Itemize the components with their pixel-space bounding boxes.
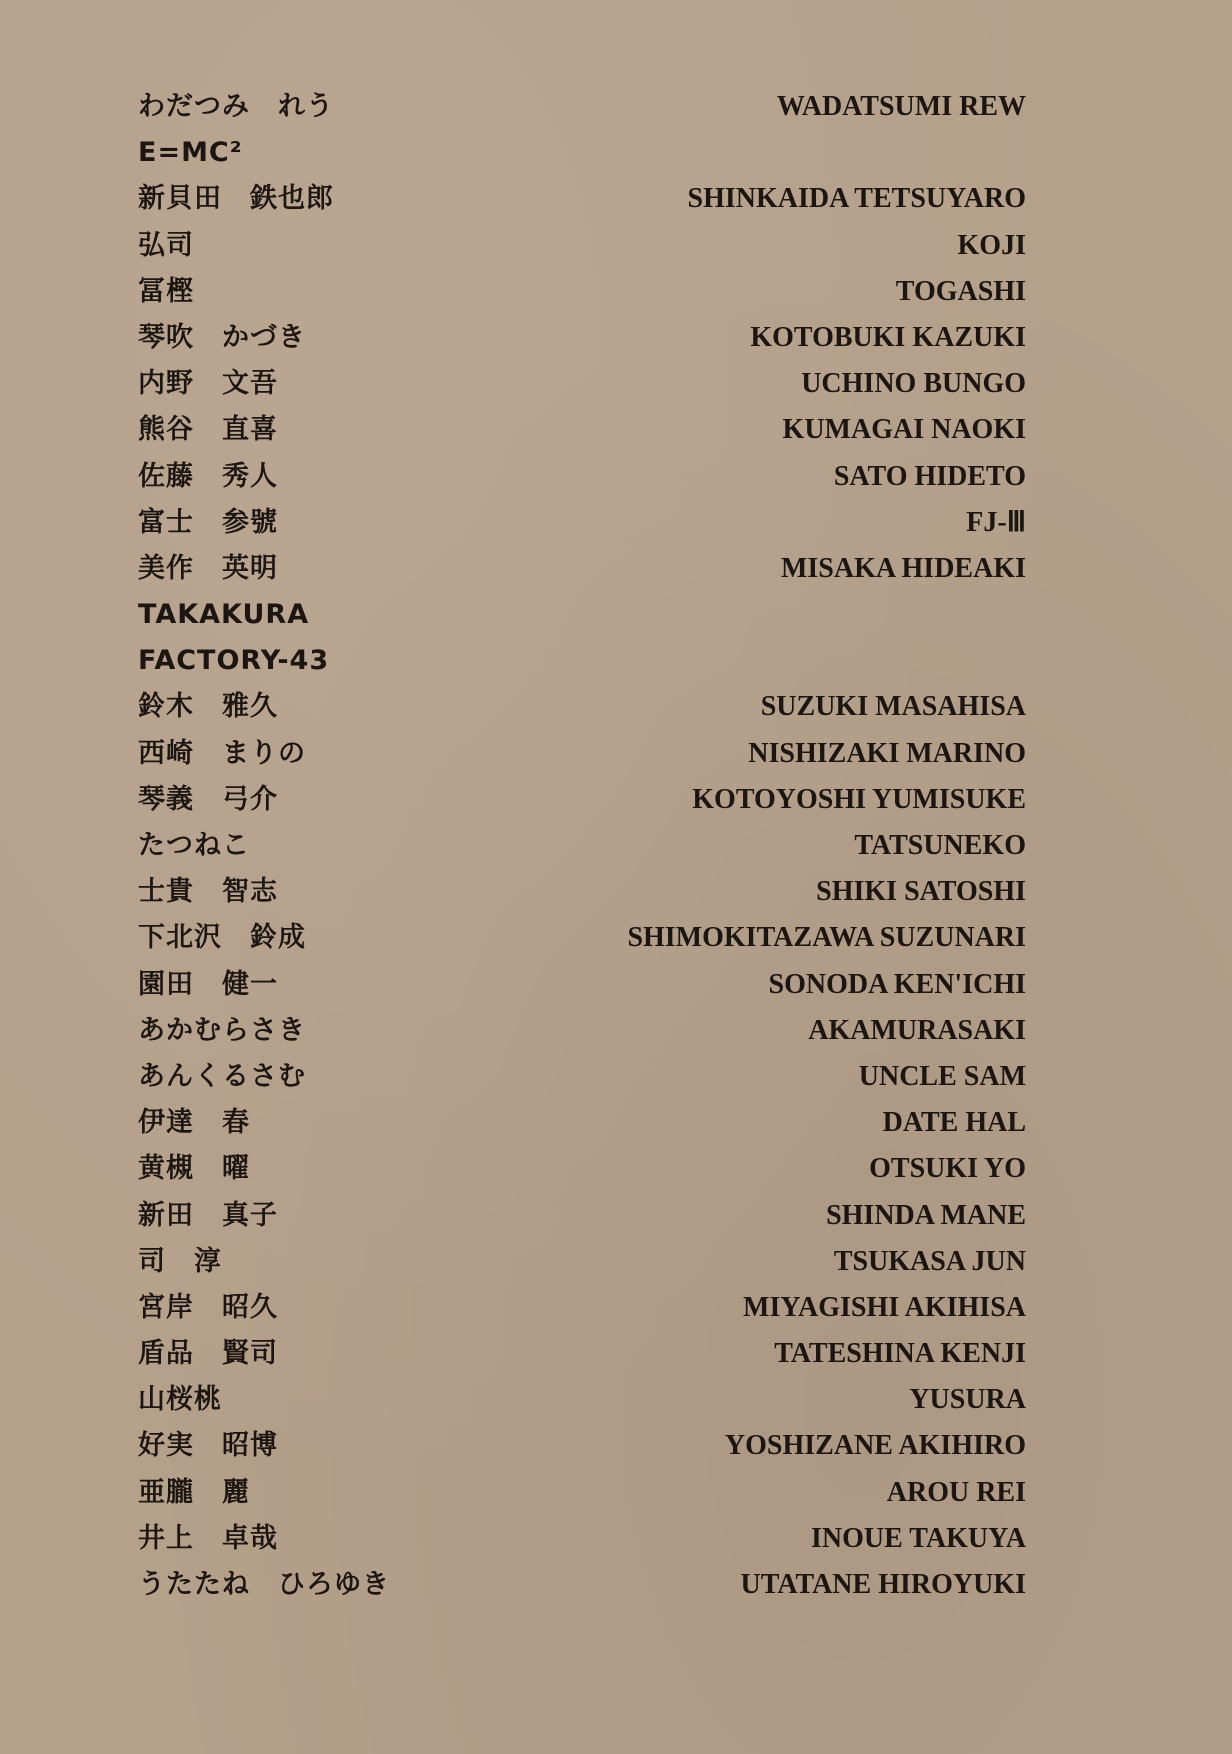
credit-name-japanese: 鈴木 雅久 [138, 691, 278, 723]
credit-row [138, 827, 1026, 873]
credit-name-romanized: SONODA KEN'ICHI [768, 968, 1026, 1000]
credit-name-japanese: 内野 文吾 [138, 368, 278, 400]
credit-name-japanese: 井上 卓哉 [138, 1522, 278, 1554]
credit-row [138, 919, 1026, 965]
credit-row [138, 88, 1026, 134]
credit-name-japanese: 佐藤 秀人 [138, 460, 278, 492]
credit-row [138, 596, 1026, 642]
credit-name-japanese: 宮岸 昭久 [138, 1291, 278, 1323]
credits-list [138, 88, 1026, 1612]
credit-name-romanized: TOGASHI [895, 275, 1026, 307]
credit-name-japanese: 新貝田 鉄也郎 [138, 183, 334, 215]
credit-row [138, 1335, 1026, 1381]
credit-name-romanized: MIYAGISHI AKIHISA [743, 1291, 1026, 1323]
credit-name-japanese: たつねこ [138, 830, 250, 861]
credit-name-romanized: NISHIZAKI MARINO [748, 737, 1026, 769]
credit-name-romanized: SHINDA MANE [826, 1199, 1026, 1231]
credit-name-japanese: 新田 真子 [138, 1199, 278, 1231]
credit-name-romanized: YUSURA [909, 1384, 1026, 1416]
credit-name-japanese: 盾品 賢司 [138, 1338, 278, 1370]
credit-row [138, 319, 1026, 365]
credit-name-japanese: 弘司 [138, 229, 194, 261]
credit-name-japanese: 士貴 智志 [138, 876, 278, 908]
credit-row [138, 1381, 1026, 1427]
credit-name-romanized: WADATSUMI REW [776, 91, 1026, 122]
credit-row [138, 1058, 1026, 1104]
credit-name-japanese: 美作 英明 [138, 552, 278, 584]
credit-row [138, 688, 1026, 734]
credit-name-romanized: SHINKAIDA TETSUYARO [687, 183, 1026, 215]
credit-name-japanese: 園田 健一 [138, 968, 278, 1000]
credit-row [138, 642, 1026, 688]
credit-name-romanized: UCHINO BUNGO [801, 368, 1026, 400]
credit-row [138, 781, 1026, 827]
credit-row [138, 873, 1026, 919]
credit-name-japanese: 冨樫 [138, 275, 194, 307]
credit-name-romanized: TATESHINA KENJI [774, 1338, 1026, 1370]
credit-name-romanized: SATO HIDETO [833, 460, 1026, 492]
credit-name-romanized: OTSUKI YO [869, 1153, 1026, 1185]
credit-name-romanized: KUMAGAI NAOKI [782, 414, 1026, 446]
credit-row [138, 180, 1026, 226]
credit-row [138, 134, 1026, 180]
credit-name-romanized: AKAMURASAKI [808, 1014, 1026, 1046]
credit-name-romanized: SHIMOKITAZAWA SUZUNARI [627, 922, 1026, 954]
credit-row [138, 550, 1026, 596]
credit-name-romanized: AROU REI [886, 1476, 1026, 1508]
credit-row [138, 1289, 1026, 1335]
credit-name-romanized: SUZUKI MASAHISA [760, 691, 1026, 723]
credit-name-japanese: 琴義 弓介 [138, 783, 278, 815]
credit-row [138, 966, 1026, 1012]
credit-name-japanese: 黄槻 曜 [138, 1153, 250, 1185]
credit-name-romanized: DATE HAL [882, 1107, 1026, 1139]
credit-name-japanese: あんくるさむ [138, 1060, 306, 1092]
credit-name-japanese: E=MC² [138, 137, 243, 169]
credit-name-romanized: KOTOYOSHI YUMISUKE [692, 783, 1026, 815]
credit-row [138, 1427, 1026, 1473]
credit-row [138, 365, 1026, 411]
credit-name-romanized: TATSUNEKO [854, 830, 1026, 861]
credit-name-japanese: 西崎 まりの [138, 737, 306, 769]
credit-name-japanese: 山桜桃 [138, 1384, 222, 1416]
credit-row [138, 1197, 1026, 1243]
credit-name-japanese: 富士 参號 [138, 506, 278, 538]
credit-name-romanized: UTATANE HIROYUKI [740, 1569, 1026, 1600]
credit-row [138, 273, 1026, 319]
credit-name-romanized: KOTOBUKI KAZUKI [750, 321, 1026, 353]
credit-name-romanized: KOJI [957, 229, 1026, 261]
credit-name-japanese: 司 淳 [138, 1245, 222, 1277]
credit-name-romanized: INOUE TAKUYA [811, 1522, 1026, 1554]
credit-name-japanese: わだつみ れう [138, 91, 334, 122]
credit-name-romanized: MISAKA HIDEAKI [780, 552, 1026, 584]
credit-name-japanese: 好実 昭博 [138, 1430, 278, 1462]
credit-row [138, 1150, 1026, 1196]
credit-row [138, 1474, 1026, 1520]
credit-name-japanese: 下北沢 鈴成 [138, 922, 306, 954]
credit-name-japanese: FACTORY-43 [138, 645, 330, 677]
credit-row [138, 504, 1026, 550]
credit-name-japanese: あかむらさき [138, 1014, 306, 1046]
credit-name-japanese: 伊達 春 [138, 1107, 250, 1139]
credit-name-japanese: 琴吹 かづき [138, 321, 306, 353]
credit-row [138, 1520, 1026, 1566]
credit-name-japanese: うたたね ひろゆき [138, 1569, 390, 1600]
credit-name-japanese: 亜朧 麗 [138, 1476, 250, 1508]
credit-name-romanized: FJ-Ⅲ [966, 506, 1026, 538]
credit-name-japanese: 熊谷 直喜 [138, 414, 278, 446]
credit-name-romanized: YOSHIZANE AKIHIRO [724, 1430, 1026, 1462]
credit-row [138, 411, 1026, 457]
credit-row [138, 1566, 1026, 1612]
credit-name-romanized: TSUKASA JUN [833, 1245, 1026, 1277]
credit-name-japanese: TAKAKURA [138, 599, 310, 631]
credit-row [138, 1104, 1026, 1150]
credit-row [138, 1243, 1026, 1289]
credit-row [138, 458, 1026, 504]
credit-row [138, 1012, 1026, 1058]
credit-name-romanized: UNCLE SAM [858, 1060, 1026, 1092]
credit-row [138, 227, 1026, 273]
credit-row [138, 735, 1026, 781]
credit-name-romanized: SHIKI SATOSHI [816, 876, 1026, 908]
